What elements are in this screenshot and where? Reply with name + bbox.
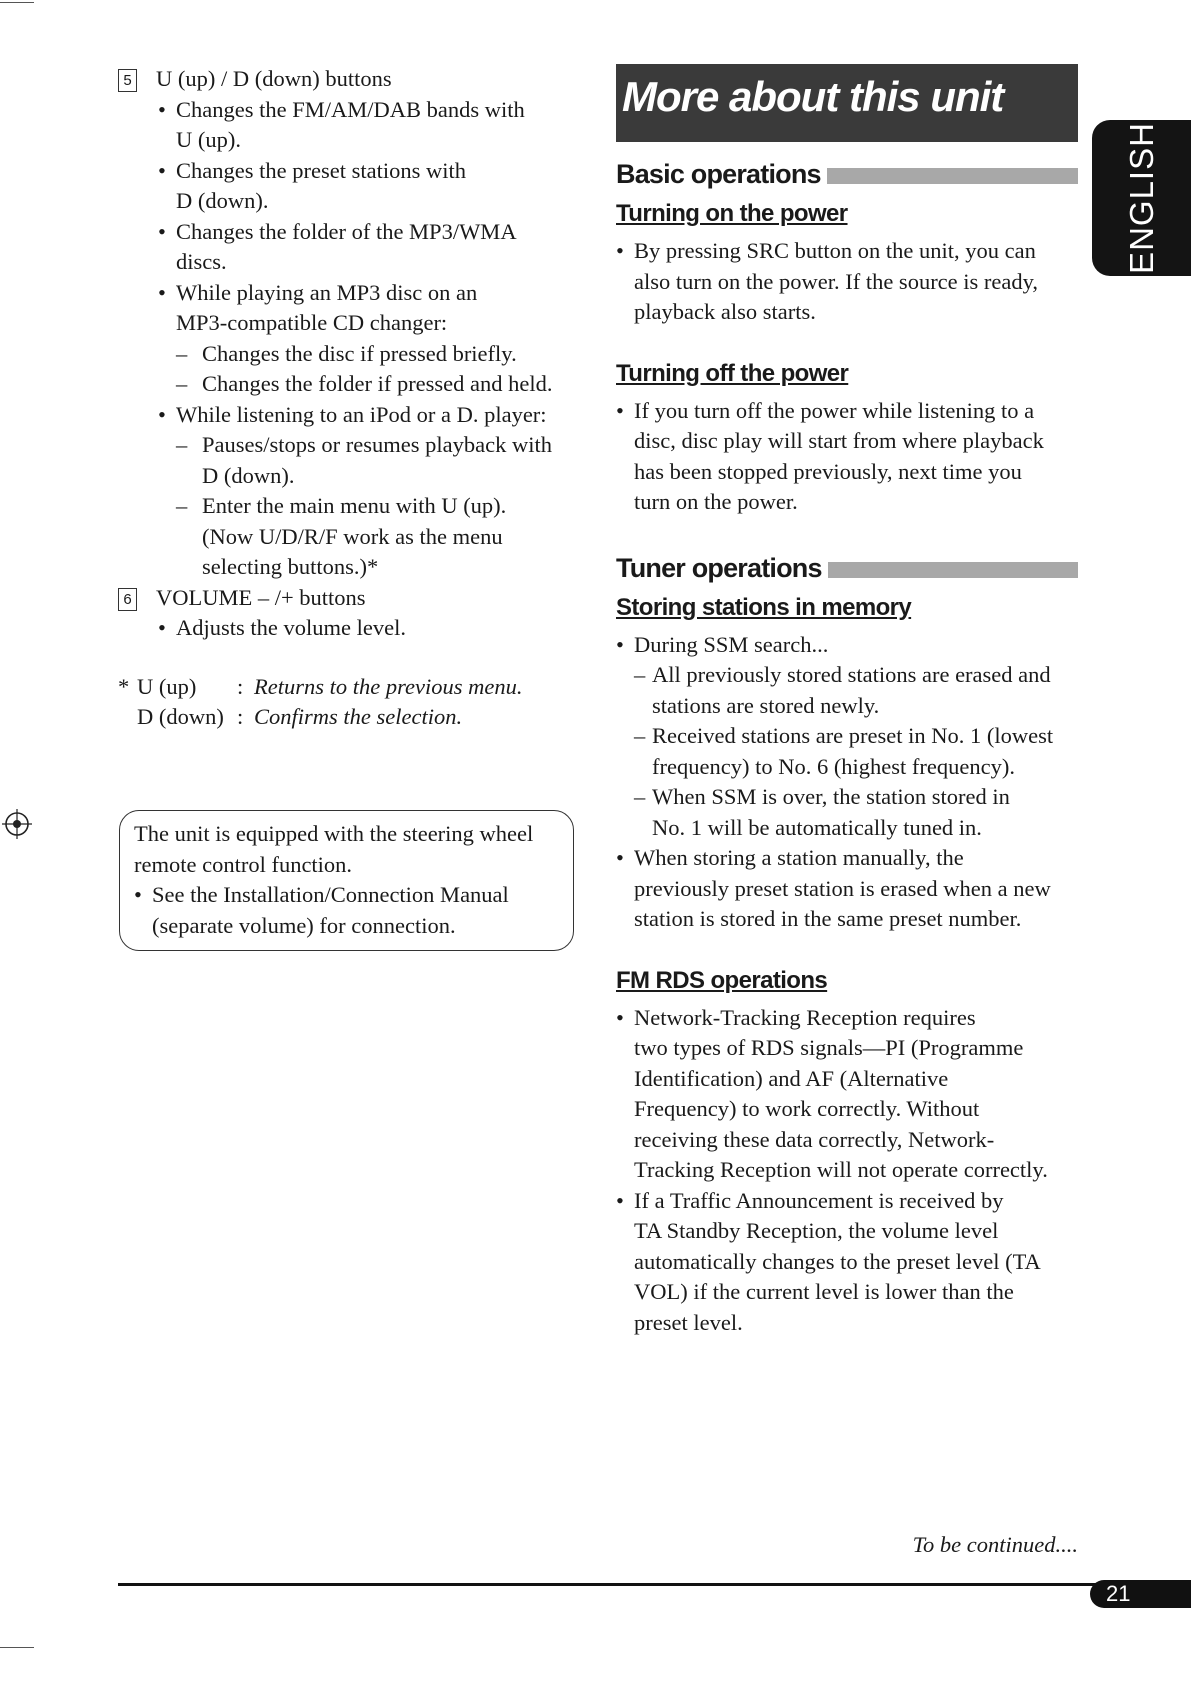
list-item: • While listening to an iPod or a D. player: (158, 401, 547, 427)
list-item-cont: Identification) and AF (Alternative (634, 1065, 949, 1091)
item-number-box: 5 (118, 69, 137, 92)
list-item: • When storing a station manually, the (616, 845, 964, 870)
subheading-storing: Storing stations in memory (616, 593, 912, 621)
subheading-power-on: Turning on the power (616, 200, 848, 227)
note-text: The unit is equipped with the steering wheel (134, 821, 534, 846)
list-item: • During SSM search... (616, 631, 829, 657)
crop-mark-top (0, 2, 34, 3)
sub-list-item-cont: No. 1 will be automatically tuned in. (652, 814, 982, 840)
sub-list-item-cont: stations are stored newly. (652, 692, 880, 718)
list-item-cont: disc, disc play will start from where playback (634, 428, 1044, 453)
list-item-cont: automatically changes to the preset level (TA (634, 1248, 1041, 1274)
footnote (118, 672, 583, 733)
list-item-cont: U (up). (176, 127, 241, 152)
item-number-box: 6 (118, 588, 137, 611)
list-item-cont: Tracking Reception will not operate correctly. (634, 1157, 1048, 1182)
sub-list-item-cont: frequency) to No. 6 (highest frequency). (652, 753, 1015, 779)
page-number: 21 (1090, 1580, 1191, 1608)
sub-list-item: – When SSM is over, the station stored in (634, 784, 1010, 809)
list-item: • Changes the folder of the MP3/WMA (158, 218, 517, 244)
sub-list-item-cont: D (down). (202, 462, 295, 488)
footnote-row: D (down) : Confirms the selection. (137, 704, 463, 729)
sub-list-item: – All previously stored stations are erased and (634, 662, 1051, 687)
footer-rule (118, 1583, 1191, 1586)
list-item-cont: playback also starts. (634, 299, 816, 324)
list-item: • While playing an MP3 disc on an (158, 279, 478, 305)
list-item-cont: station is stored in the same preset number. (634, 906, 1022, 931)
sub-list-item: – Received stations are preset in No. 1 (lowest (634, 723, 1054, 748)
section-heading-basic: Basic operations (616, 152, 1078, 196)
list-item-cont: previously preset station is erased when a new (634, 875, 1051, 901)
note-bullet-cont: (separate volume) for connection. (152, 912, 456, 938)
list-item-cont: TA Standby Reception, the volume level (634, 1218, 999, 1243)
subheading-rds: FM RDS operations (616, 966, 828, 994)
sub-list-item: – Changes the disc if pressed briefly. (176, 340, 517, 366)
subheading-power-off: Turning off the power (616, 359, 849, 387)
section-heading-tuner: Tuner operations (616, 546, 1078, 590)
list-item-cont: preset level. (634, 1309, 743, 1335)
footnote-row: * U (up) : Returns to the previous menu. (118, 673, 523, 699)
right-column (616, 64, 1078, 1338)
sub-list-item-cont: (Now U/D/R/F work as the menu (202, 523, 503, 549)
list-item-cont: receiving these data correctly, Network- (634, 1126, 995, 1152)
left-column (118, 64, 583, 733)
list-item: • Adjusts the volume level. (158, 615, 406, 640)
note-bullet: • See the Installation/Connection Manual (134, 882, 509, 907)
list-item: • Changes the FM/AM/DAB bands with (158, 96, 525, 122)
page-title: More about this unit (616, 64, 1078, 142)
list-item-cont: two types of RDS signals—PI (Programme (634, 1035, 1024, 1060)
list-item: • Changes the preset stations with (158, 157, 466, 183)
language-label: ENGLISH (1122, 122, 1160, 274)
list-item: • If a Traffic Announcement is received by (616, 1187, 1004, 1213)
list-item-cont: turn on the power. (634, 489, 798, 514)
item-title: VOLUME – /+ buttons (156, 584, 366, 610)
item-title: U (up) / D (down) buttons (156, 66, 392, 91)
list-item: • Network-Tracking Reception requires (616, 1004, 976, 1030)
item-6-header (118, 583, 583, 614)
heading-rule (828, 562, 1078, 578)
list-item-cont: VOL) if the current level is lower than the (634, 1279, 1014, 1304)
registration-mark-icon (2, 809, 32, 839)
list-item: • If you turn off the power while listening to a (616, 397, 1035, 423)
heading-rule (827, 168, 1078, 184)
language-tab (1092, 120, 1191, 276)
note-text: remote control function. (134, 851, 353, 877)
sub-list-item-cont: selecting buttons.)* (202, 554, 379, 579)
list-item-cont: discs. (176, 249, 227, 274)
list-item: • By pressing SRC button on the unit, you can (616, 238, 1036, 263)
list-item-cont: has been stopped previously, next time you (634, 458, 1022, 484)
list-item-cont: D (down). (176, 188, 269, 213)
list-item-cont: also turn on the power. If the source is ready, (634, 268, 1039, 294)
list-item-cont: MP3-compatible CD changer: (176, 310, 448, 335)
sub-list-item: – Changes the folder if pressed and held. (176, 371, 553, 396)
continued-note: To be continued.... (912, 1532, 1078, 1557)
crop-mark-bottom (0, 1647, 34, 1648)
item-5-header (118, 64, 583, 95)
sub-list-item: – Pauses/stops or resumes playback with (176, 432, 552, 457)
note-box (119, 810, 574, 951)
list-item-cont: Frequency) to work correctly. Without (634, 1096, 980, 1121)
sub-list-item: – Enter the main menu with U (up). (176, 493, 507, 518)
